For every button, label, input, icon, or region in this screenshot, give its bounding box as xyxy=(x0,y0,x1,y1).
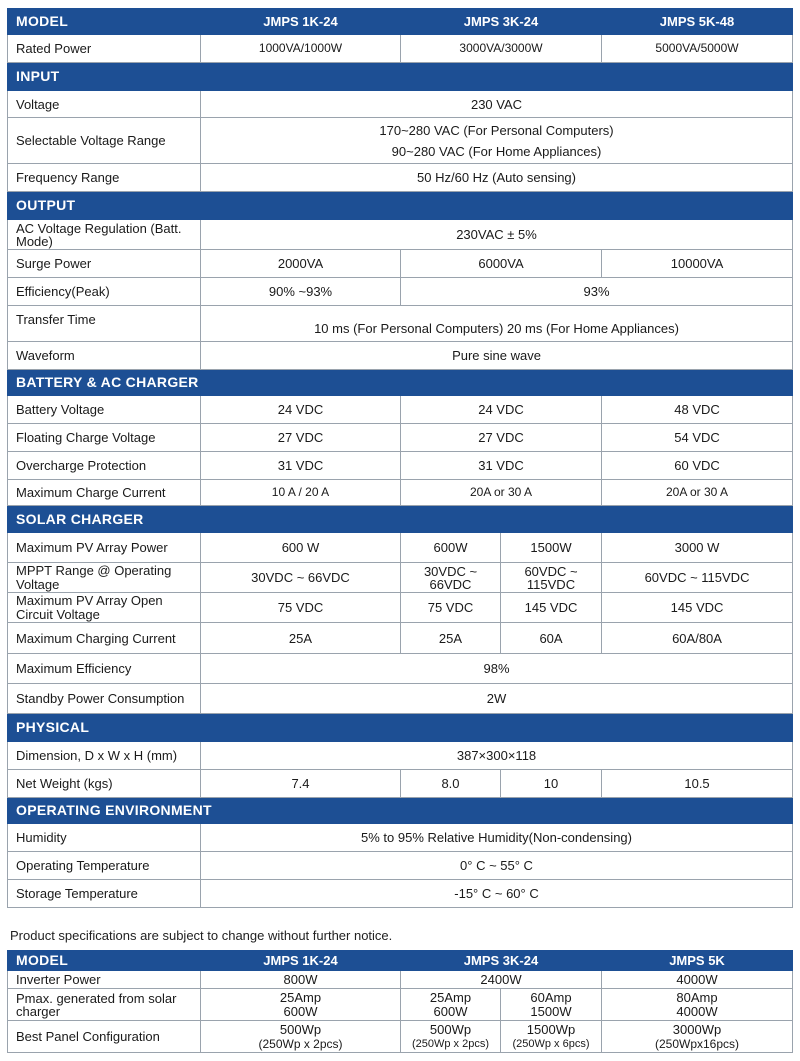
max-charge-current-1k: 10 A / 20 A xyxy=(201,480,401,506)
efficiency-label: Efficiency(Peak) xyxy=(8,278,201,306)
storage-temp-value: -15° C ~ 60° C xyxy=(201,880,793,908)
pmax-d-watt: 4000W xyxy=(676,1003,718,1019)
pv-power-b: 600W xyxy=(401,533,501,563)
inverter-power-label: Inverter Power xyxy=(8,971,201,989)
model-5k: JMPS 5K-48 xyxy=(602,9,793,35)
overcharge-1k: 31 VDC xyxy=(201,452,401,480)
voltage-range-line2: 90~280 VAC (For Home Appliances) xyxy=(391,143,602,159)
battery-voltage-label: Battery Voltage xyxy=(8,396,201,424)
weight-a: 7.4 xyxy=(201,770,401,798)
inverter-power-1k: 800W xyxy=(201,971,401,989)
transfer-value: 10 ms (For Personal Computers) 20 ms (For Home Appliances) xyxy=(201,306,793,342)
open-circuit-label: Maximum PV Array Open Circuit Voltage xyxy=(8,593,201,623)
panel-config-label: Best Panel Configuration xyxy=(8,1021,201,1053)
op-temp-value: 0° C ~ 55° C xyxy=(201,852,793,880)
section-physical: PHYSICAL xyxy=(8,714,793,742)
charging-current-c: 60A xyxy=(501,623,602,654)
pv-power-c: 1500W xyxy=(501,533,602,563)
surge-3k: 6000VA xyxy=(401,250,602,278)
pv-power-d: 3000 W xyxy=(602,533,793,563)
panel-c-total: 1500Wp xyxy=(526,1021,576,1037)
rated-power-5k: 5000VA/5000W xyxy=(602,35,793,63)
max-charge-current-3k: 20A or 30 A xyxy=(401,480,602,506)
storage-temp-label: Storage Temperature xyxy=(8,880,201,908)
panel-b-total: 500Wp xyxy=(429,1021,472,1037)
voltage-range-label: Selectable Voltage Range xyxy=(8,118,201,164)
floating-1k: 27 VDC xyxy=(201,424,401,452)
panel-a-total: 500Wp xyxy=(279,1021,322,1037)
inverter-power-3k: 2400W xyxy=(401,971,602,989)
open-circuit-a: 75 VDC xyxy=(201,593,401,623)
model-1k: JMPS 1K-24 xyxy=(201,9,401,35)
section-battery: BATTERY & AC CHARGER xyxy=(8,370,793,396)
panel-d-detail: (250Wpx16pcs) xyxy=(654,1036,740,1051)
open-circuit-c: 145 VDC xyxy=(501,593,602,623)
standby-label: Standby Power Consumption xyxy=(8,684,201,714)
pmax-c-watt: 1500W xyxy=(530,1003,572,1019)
efficiency-3k-5k: 93% xyxy=(401,278,793,306)
pv-power-label: Maximum PV Array Power xyxy=(8,533,201,563)
overcharge-5k: 60 VDC xyxy=(602,452,793,480)
mppt-a: 30VDC ~ 66VDC xyxy=(201,563,401,593)
section-solar: SOLAR CHARGER xyxy=(8,506,793,533)
op-temp-label: Operating Temperature xyxy=(8,852,201,880)
model-header: MODEL xyxy=(8,9,201,35)
charging-current-a: 25A xyxy=(201,623,401,654)
waveform-label: Waveform xyxy=(8,342,201,370)
rated-power-1k: 1000VA/1000W xyxy=(201,35,401,63)
panel-a xyxy=(201,1021,401,1053)
frequency-label: Frequency Range xyxy=(8,164,201,192)
panel-c xyxy=(501,1021,602,1053)
efficiency-1k: 90% ~93% xyxy=(201,278,401,306)
model2-header: MODEL xyxy=(8,951,201,971)
open-circuit-b: 75 VDC xyxy=(401,593,501,623)
weight-d: 10.5 xyxy=(602,770,793,798)
input-voltage-value: 230 VAC xyxy=(201,91,793,118)
mppt-c: 60VDC ~ 115VDC xyxy=(501,563,602,593)
open-circuit-d: 145 VDC xyxy=(602,593,793,623)
floating-3k: 27 VDC xyxy=(401,424,602,452)
panel-b xyxy=(401,1021,501,1053)
standby-value: 2W xyxy=(201,684,793,714)
dimension-label: Dimension, D x W x H (mm) xyxy=(8,742,201,770)
dimension-value: 387×300×118 xyxy=(201,742,793,770)
floating-label: Floating Charge Voltage xyxy=(8,424,201,452)
charging-current-b: 25A xyxy=(401,623,501,654)
charging-current-d: 60A/80A xyxy=(602,623,793,654)
surge-1k: 2000VA xyxy=(201,250,401,278)
max-charge-current-label: Maximum Charge Current xyxy=(8,480,201,506)
solar-config-table xyxy=(7,950,793,1053)
pmax-label: Pmax. generated from solar charger xyxy=(8,989,201,1021)
pmax-c-amp: 60Amp xyxy=(530,989,572,1005)
regulation-label: AC Voltage Regulation (Batt. Mode) xyxy=(8,220,201,250)
disclaimer-note: Product specifications are subject to change without further notice. xyxy=(10,928,393,943)
waveform-value: Pure sine wave xyxy=(201,342,793,370)
section-environment: OPERATING ENVIRONMENT xyxy=(8,798,793,824)
model2-5k: JMPS 5K xyxy=(602,951,793,971)
charging-current-label: Maximum Charging Current xyxy=(8,623,201,654)
pmax-d xyxy=(602,989,793,1021)
overcharge-label: Overcharge Protection xyxy=(8,452,201,480)
pv-power-a: 600 W xyxy=(201,533,401,563)
overcharge-3k: 31 VDC xyxy=(401,452,602,480)
regulation-value: 230VAC ± 5% xyxy=(201,220,793,250)
pmax-d-amp: 80Amp xyxy=(676,989,718,1005)
surge-5k: 10000VA xyxy=(602,250,793,278)
panel-d xyxy=(602,1021,793,1053)
max-charge-current-5k: 20A or 30 A xyxy=(602,480,793,506)
pmax-b xyxy=(401,989,501,1021)
frequency-value: 50 Hz/60 Hz (Auto sensing) xyxy=(201,164,793,192)
voltage-range-line1: 170~280 VAC (For Personal Computers) xyxy=(379,122,614,138)
mppt-label: MPPT Range @ Operating Voltage xyxy=(8,563,201,593)
model2-1k: JMPS 1K-24 xyxy=(201,951,401,971)
model2-3k: JMPS 3K-24 xyxy=(401,951,602,971)
panel-d-total: 3000Wp xyxy=(672,1021,722,1037)
weight-c: 10 xyxy=(501,770,602,798)
pmax-a xyxy=(201,989,401,1021)
humidity-label: Humidity xyxy=(8,824,201,852)
section-output: OUTPUT xyxy=(8,192,793,220)
panel-c-detail: (250Wp x 6pcs) xyxy=(512,1037,590,1050)
transfer-label: Transfer Time xyxy=(8,306,201,342)
pmax-a-amp: 25Amp xyxy=(279,989,322,1005)
voltage-range-value xyxy=(201,118,793,164)
pmax-b-amp: 25Amp xyxy=(429,989,472,1005)
weight-b: 8.0 xyxy=(401,770,501,798)
floating-5k: 54 VDC xyxy=(602,424,793,452)
rated-power-3k: 3000VA/3000W xyxy=(401,35,602,63)
surge-label: Surge Power xyxy=(8,250,201,278)
max-efficiency-label: Maximum Efficiency xyxy=(8,654,201,684)
panel-b-detail: (250Wp x 2pcs) xyxy=(411,1037,490,1050)
battery-voltage-1k: 24 VDC xyxy=(201,396,401,424)
weight-label: Net Weight (kgs) xyxy=(8,770,201,798)
rated-power-label: Rated Power xyxy=(8,35,201,63)
battery-voltage-5k: 48 VDC xyxy=(602,396,793,424)
inverter-power-5k: 4000W xyxy=(602,971,793,989)
section-input: INPUT xyxy=(8,63,793,91)
battery-voltage-3k: 24 VDC xyxy=(401,396,602,424)
pmax-a-watt: 600W xyxy=(283,1003,318,1019)
spec-table xyxy=(7,8,793,908)
input-voltage-label: Voltage xyxy=(8,91,201,118)
panel-a-detail: (250Wp x 2pcs) xyxy=(258,1036,343,1051)
max-efficiency-value: 98% xyxy=(201,654,793,684)
pmax-b-watt: 600W xyxy=(433,1003,468,1019)
humidity-value: 5% to 95% Relative Humidity(Non-condensing) xyxy=(201,824,793,852)
pmax-c xyxy=(501,989,602,1021)
mppt-b: 30VDC ~ 66VDC xyxy=(401,563,501,593)
model-3k: JMPS 3K-24 xyxy=(401,9,602,35)
mppt-d: 60VDC ~ 115VDC xyxy=(602,563,793,593)
